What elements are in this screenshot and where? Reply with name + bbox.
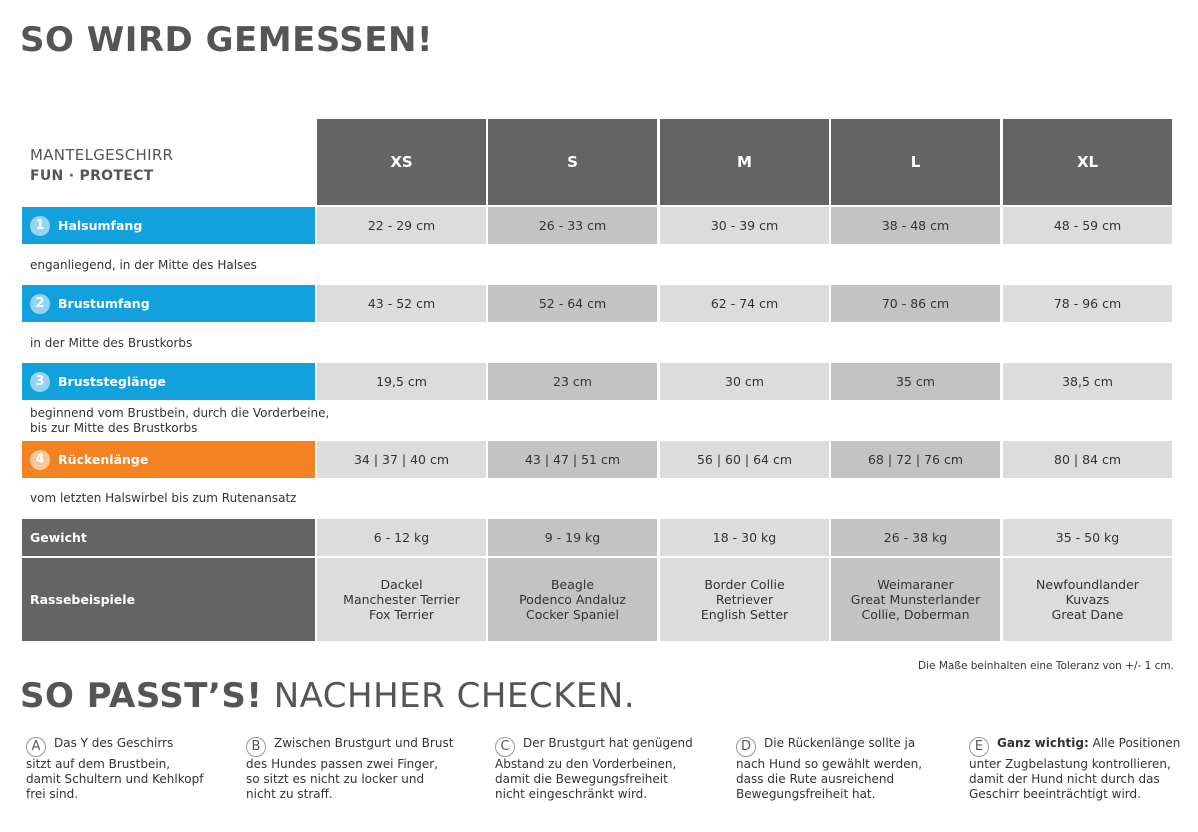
breed-name: English Setter <box>700 607 789 622</box>
breed-cell <box>317 558 486 641</box>
tip-b <box>246 736 476 802</box>
value-cell: 43 - 52 cm <box>317 285 486 322</box>
value-cell: 48 - 59 cm <box>1003 207 1172 244</box>
weight-cell: 18 - 30 kg <box>660 519 829 556</box>
tip-text: nach Hund so gewählt werden, <box>736 756 923 771</box>
tip-text: Geschirr beeinträchtigt wird. <box>969 786 1141 801</box>
row-description <box>30 406 329 436</box>
tip-text: damit der Hund nicht durch das <box>969 771 1160 786</box>
value-cell: 52 - 64 cm <box>488 285 657 322</box>
row-description: vom letzten Halswirbel bis zum Rutenansatz <box>30 491 297 505</box>
value-cell: 56 | 60 | 64 cm <box>660 441 829 478</box>
value-cell: 80 | 84 cm <box>1003 441 1172 478</box>
breed-name: Retriever <box>715 592 774 607</box>
size-header-s: S <box>488 119 657 205</box>
value-cell: 30 cm <box>660 363 829 400</box>
letter-badge: E <box>969 737 989 757</box>
tolerance-note: Die Maße beinhalten eine Toleranz von +/- 1 cm. <box>918 660 1174 672</box>
breed-name: Kuvazs <box>1065 592 1110 607</box>
breed-name: Newfoundlander <box>1036 577 1139 592</box>
breed-name: Cocker Spaniel <box>526 607 619 622</box>
row-label-bruststeglaenge <box>22 363 315 400</box>
breed-name: Collie, Doberman <box>861 607 970 622</box>
tip-text: Die Rückenlänge sollte ja <box>764 736 916 750</box>
section-title-bold: SO PASST’S! <box>20 676 263 716</box>
letter-badge: B <box>246 737 266 757</box>
row-label-text: Bruststeglänge <box>58 374 166 389</box>
tip-text: frei sind. <box>26 786 79 801</box>
tip-text: Bewegungsfreiheit hat. <box>736 786 876 801</box>
row-description: in der Mitte des Brustkorbs <box>30 336 193 350</box>
row-label-text: Halsumfang <box>58 218 143 233</box>
tip-text: Der Brustgurt hat genügend <box>523 736 693 750</box>
row-label-rueckenlaenge <box>22 441 315 478</box>
value-cell: 23 cm <box>488 363 657 400</box>
row-description-line: bis zur Mitte des Brustkorbs <box>30 421 198 435</box>
breed-name: Manchester Terrier <box>343 592 460 607</box>
tip-text: Abstand zu den Vorderbeinen, <box>495 756 677 771</box>
number-badge: 4 <box>30 450 50 470</box>
value-cell: 34 | 37 | 40 cm <box>317 441 486 478</box>
row-label-halsumfang <box>22 207 315 244</box>
weight-cell: 35 - 50 kg <box>1003 519 1172 556</box>
tip-text: Zwischen Brustgurt und Brust <box>274 736 454 750</box>
section-title-fit <box>20 676 635 716</box>
tip-text: damit die Bewegungsfreiheit <box>495 771 668 786</box>
row-label-text: Rückenlänge <box>58 452 149 467</box>
breed-name: Dackel <box>380 577 423 592</box>
tip-text: unter Zugbelastung kontrollieren, <box>969 756 1171 771</box>
value-cell: 30 - 39 cm <box>660 207 829 244</box>
row-description-line: beginnend vom Brustbein, durch die Vorderbeine, <box>30 406 330 420</box>
value-cell: 19,5 cm <box>317 363 486 400</box>
tip-text: nicht zu straff. <box>246 786 333 801</box>
letter-badge: D <box>736 737 756 757</box>
value-cell: 43 | 47 | 51 cm <box>488 441 657 478</box>
breed-name: Podenco Andaluz <box>519 592 626 607</box>
breed-name: Great Munsterlander <box>850 592 981 607</box>
breed-name: Beagle <box>550 577 595 592</box>
value-cell: 38,5 cm <box>1003 363 1172 400</box>
row-description: enganliegend, in der Mitte des Halses <box>30 258 257 272</box>
value-cell: 78 - 96 cm <box>1003 285 1172 322</box>
tip-text: des Hundes passen zwei Finger, <box>246 756 439 771</box>
product-label <box>30 146 173 184</box>
value-cell: 38 - 48 cm <box>831 207 1000 244</box>
weight-cell: 6 - 12 kg <box>317 519 486 556</box>
number-badge: 2 <box>30 294 50 314</box>
tip-text: so sitzt es nicht zu locker und <box>246 771 425 786</box>
size-header-xl: XL <box>1003 119 1172 205</box>
value-cell: 35 cm <box>831 363 1000 400</box>
size-header-m: M <box>660 119 829 205</box>
tip-d <box>736 736 966 802</box>
row-label-brustumfang <box>22 285 315 322</box>
row-label-text: Brustumfang <box>58 296 150 311</box>
product-type: MANTELGESCHIRR <box>30 146 174 164</box>
value-cell: 22 - 29 cm <box>317 207 486 244</box>
tip-text: sitzt auf dem Brustbein, <box>26 756 171 771</box>
row-label-gewicht: Gewicht <box>22 519 315 556</box>
tip-text: Das Y des Geschirrs <box>54 736 174 750</box>
breed-cell <box>1003 558 1172 641</box>
section-title-light: NACHHER CHECKEN. <box>273 676 636 716</box>
row-label-rassebeispiele: Rassebeispiele <box>22 558 315 641</box>
tip-a <box>26 736 256 802</box>
weight-cell: 26 - 38 kg <box>831 519 1000 556</box>
tip-e <box>969 736 1198 802</box>
number-badge: 1 <box>30 216 50 236</box>
number-badge: 3 <box>30 372 50 392</box>
breed-name: Great Dane <box>1051 607 1124 622</box>
breed-cell <box>660 558 829 641</box>
weight-cell: 9 - 19 kg <box>488 519 657 556</box>
value-cell: 68 | 72 | 76 cm <box>831 441 1000 478</box>
product-line: FUN · PROTECT <box>30 168 154 184</box>
tip-text: Alle Positionen <box>1088 736 1181 750</box>
breed-name: Border Collie <box>704 577 785 592</box>
tip-emphasis: Ganz wichtig: <box>997 736 1089 750</box>
breed-cell <box>488 558 657 641</box>
tip-text: nicht eingeschränkt wird. <box>495 786 648 801</box>
letter-badge: A <box>26 737 46 757</box>
value-cell: 26 - 33 cm <box>488 207 657 244</box>
breed-cell <box>831 558 1000 641</box>
value-cell: 70 - 86 cm <box>831 285 1000 322</box>
value-cell: 62 - 74 cm <box>660 285 829 322</box>
tip-text: damit Schultern und Kehlkopf <box>26 771 204 786</box>
size-header-l: L <box>831 119 1000 205</box>
breed-name: Fox Terrier <box>369 607 434 622</box>
size-header-xs: XS <box>317 119 486 205</box>
page-title: SO WIRD GEMESSEN! <box>20 20 433 60</box>
breed-name: Weimaraner <box>877 577 954 592</box>
letter-badge: C <box>495 737 515 757</box>
tip-text: dass die Rute ausreichend <box>736 771 895 786</box>
tip-c <box>495 736 725 802</box>
